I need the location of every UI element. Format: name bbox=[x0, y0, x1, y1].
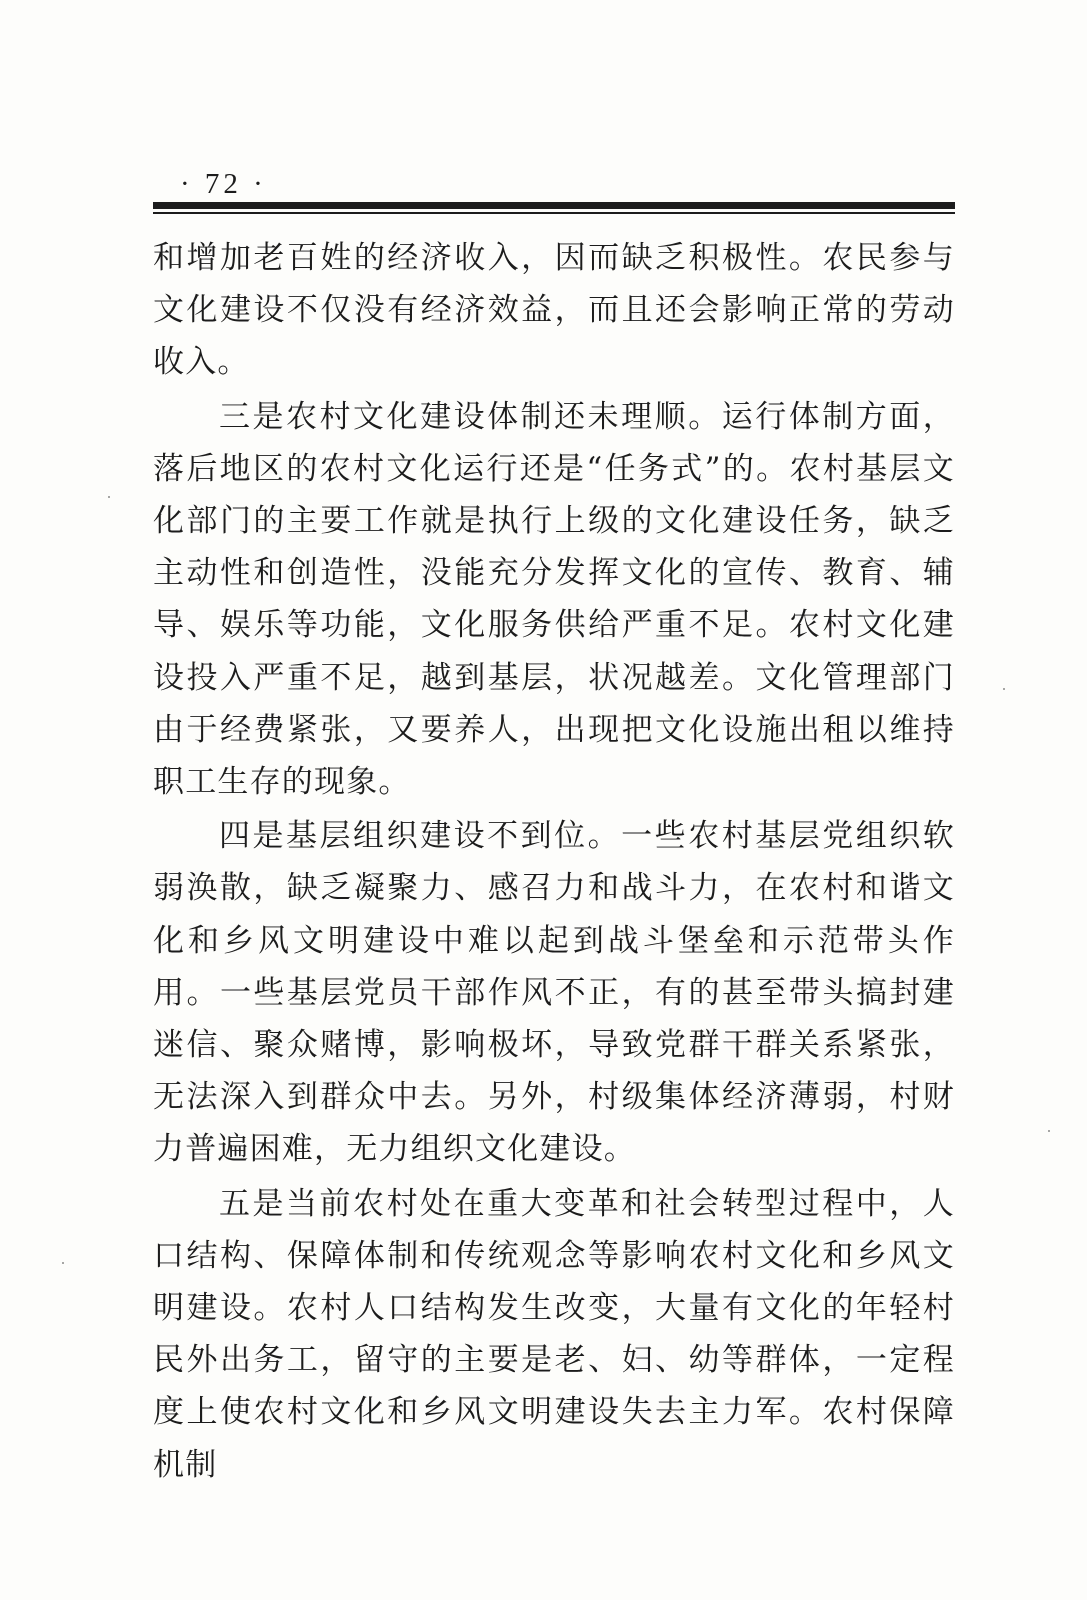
paragraph-five: 五是当前农村处在重大变革和社会转型过程中，人口结构、保障体制和传统观念等影响农村文化和乡风文明建设。农村人口结构发生改变，大量有文化的年轻村民外出务工，留守的主要是老、妇、幼等群体，一定程度上使农村文化和乡风文明建设失去主力军。农村保障机制 bbox=[153, 1185, 955, 1483]
page-number: · 72 · bbox=[180, 168, 267, 200]
body-text bbox=[153, 232, 955, 1491]
scan-speck bbox=[62, 1262, 64, 1264]
scan-speck bbox=[1048, 1130, 1050, 1132]
paragraph-three: 三是农村文化建设体制还未理顺。运行体制方面，落后地区的农村文化运行还是“任务式”的。农村基层文化部门的主要工作就是执行上级的文化建设任务，缺乏主动性和创造性，没能充分发挥文化的宣传、教育、辅导、娱乐等功能，文化服务供给严重不足。农村文化建设投入严重不足，越到基层，状况越差。文化管理部门由于经费紧张，又要养人，出现把文化设施出租以维持职工生存的现象。 bbox=[153, 398, 955, 801]
header-rule-thin bbox=[153, 212, 955, 214]
scan-speck bbox=[108, 496, 110, 498]
scan-speck bbox=[1003, 688, 1005, 690]
paragraph-four: 四是基层组织建设不到位。一些农村基层党组织软弱涣散，缺乏凝聚力、感召力和战斗力，在农村和谐文化和乡风文明建设中难以起到战斗堡垒和示范带头作用。一些基层党员干部作风不正，有的甚至带头搞封建迷信、聚众赌博，影响极坏，导致党群干群关系紧张，无法深入到群众中去。另外，村级集体经济薄弱，村财力普遍困难，无力组织文化建设。 bbox=[153, 818, 955, 1168]
header-rule-thick bbox=[153, 202, 955, 209]
paragraph-continuation: 和增加老百姓的经济收入，因而缺乏积极性。农民参与文化建设不仅没有经济效益，而且还会影响正常的劳动收入。 bbox=[153, 240, 955, 381]
